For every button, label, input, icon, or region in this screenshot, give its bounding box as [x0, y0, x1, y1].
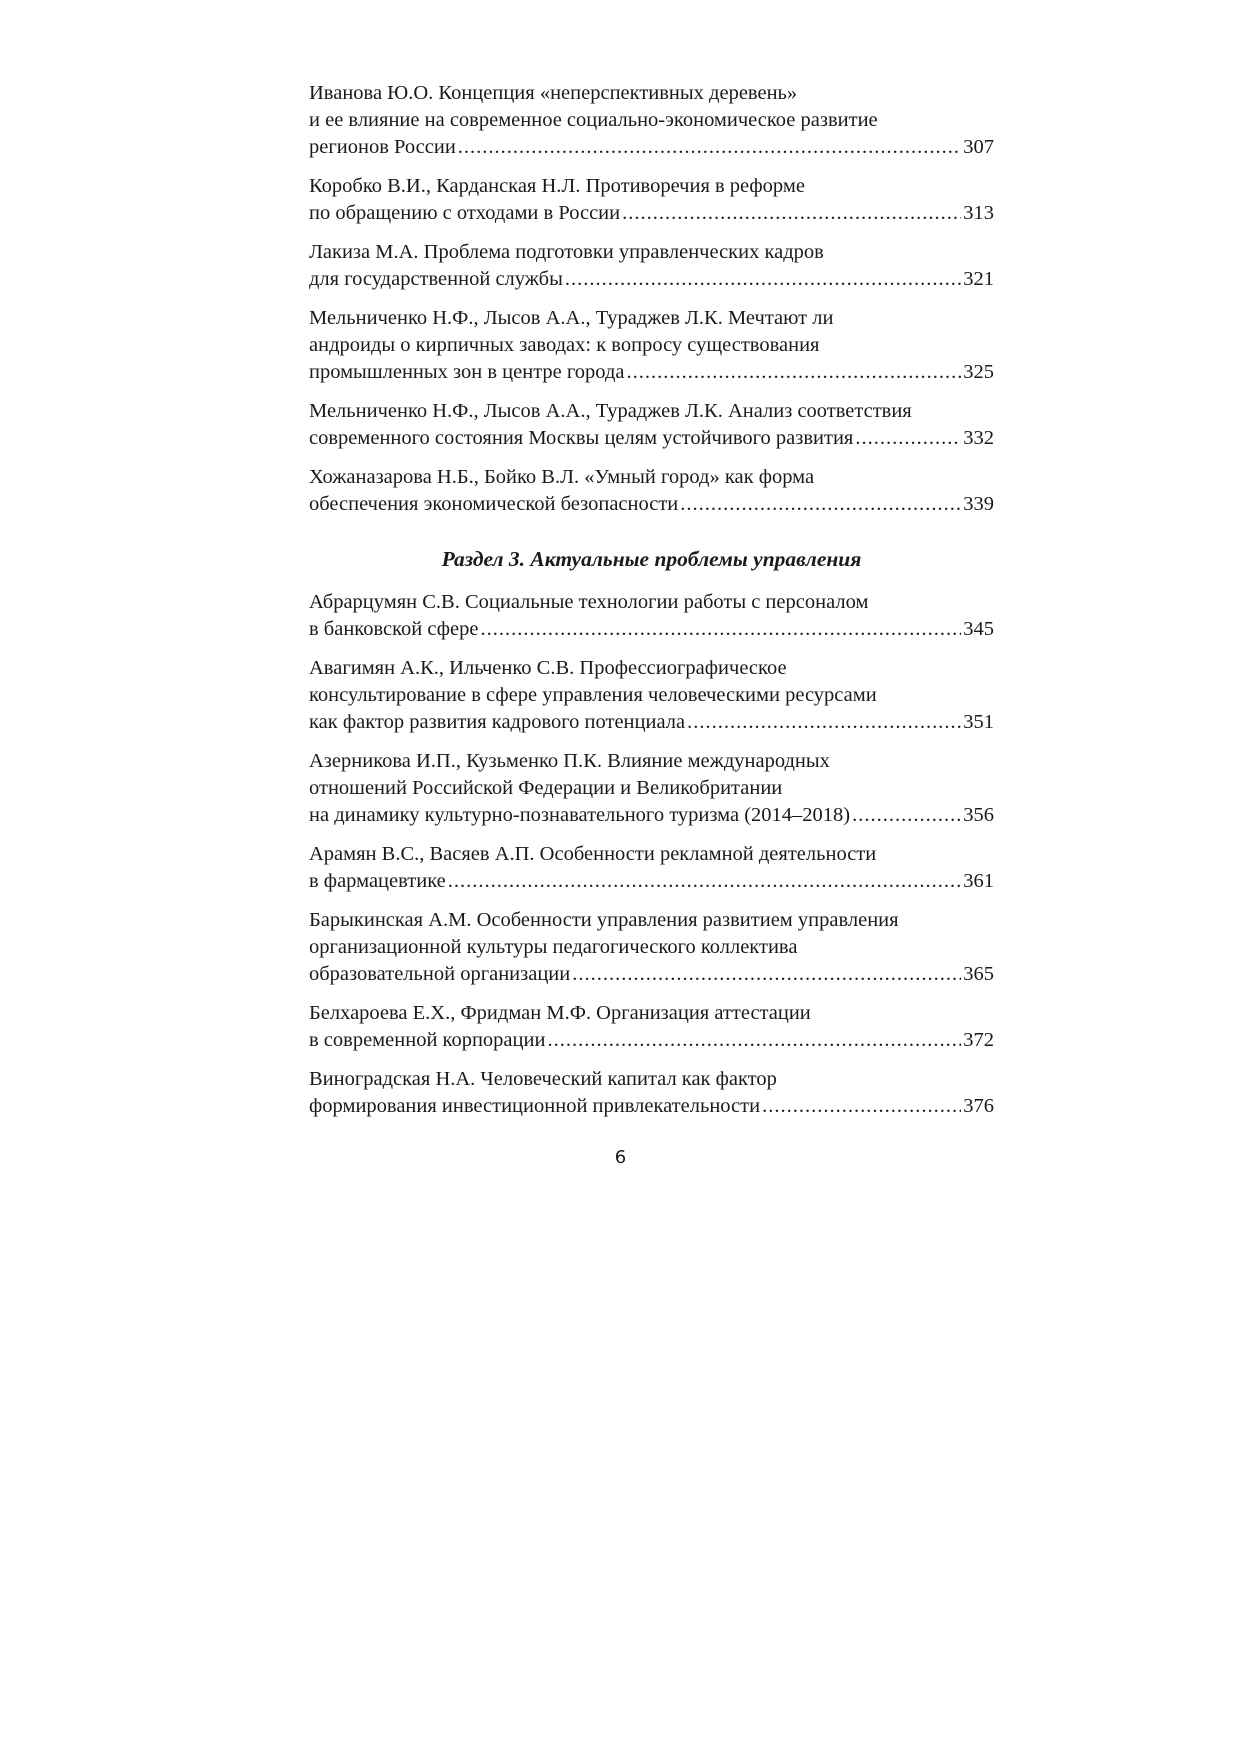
toc-entry-line: промышленных зон в центре города — [309, 361, 625, 383]
toc-entry-line: как фактор развития кадрового потенциала — [309, 711, 686, 733]
toc-entry-last-line — [309, 359, 994, 386]
toc-part-2 — [309, 589, 994, 1120]
toc-page-number: 339 — [963, 493, 994, 515]
toc-entry-last-line — [309, 961, 994, 988]
toc-page-number: 321 — [963, 268, 994, 290]
toc-entry-line: в фармацевтике — [309, 870, 446, 892]
toc-entry-line: современного состояния Москвы целям устойчивого развития — [309, 427, 854, 449]
toc-page-number: 313 — [963, 202, 994, 224]
toc-entry-line: Барыкинская А.М. Особенности управления развитием управления — [309, 909, 899, 931]
toc-page-number: 365 — [963, 963, 994, 985]
toc-entry-last-line — [309, 134, 994, 161]
toc-entry-line: регионов России — [309, 136, 456, 158]
toc-entry — [309, 173, 994, 227]
toc-entry — [309, 239, 994, 293]
dot-leader — [565, 266, 961, 293]
dot-leader — [572, 961, 961, 988]
dot-leader — [480, 616, 961, 643]
toc-entry — [309, 1066, 994, 1120]
toc-entry — [309, 305, 994, 386]
toc-entry-line: Виноградская Н.А. Человеческий капитал как фактор — [309, 1068, 777, 1090]
toc-page-number: 356 — [963, 804, 994, 826]
toc-entry-last-line — [309, 868, 994, 895]
toc-entry-line: обеспечения экономической безопасности — [309, 493, 679, 515]
toc-entry-line: Азерникова И.П., Кузьменко П.К. Влияние международных — [309, 750, 830, 772]
page-number: 6 — [614, 1147, 627, 1168]
toc-part-1 — [309, 80, 994, 518]
toc-entry-last-line — [309, 1093, 994, 1120]
dot-leader — [626, 359, 961, 386]
toc-entry-last-line — [309, 425, 994, 452]
toc-entry-line: образовательной организации — [309, 963, 571, 985]
toc-entry-line: Абрарцумян С.В. Социальные технологии работы с персоналом — [309, 591, 869, 613]
toc-entry-line: Коробко В.И., Карданская Н.Л. Противоречия в реформе — [309, 175, 805, 197]
toc-entry-last-line — [309, 266, 994, 293]
toc-entry — [309, 748, 994, 829]
dot-leader — [762, 1093, 961, 1120]
toc-entry-line: в современной корпорации — [309, 1029, 546, 1051]
toc-entry-line: Мельниченко Н.Ф., Лысов А.А., Тураджев Л.К. Анализ соответствия — [309, 400, 912, 422]
toc-page-number: 345 — [963, 618, 994, 640]
toc-page-number: 376 — [963, 1095, 994, 1117]
toc-entry-last-line — [309, 491, 994, 518]
toc-entry-line: организационной культуры педагогического коллектива — [309, 936, 798, 958]
toc-entry-line: Мельниченко Н.Ф., Лысов А.А., Тураджев Л.К. Мечтают ли — [309, 307, 834, 329]
dot-leader — [852, 802, 961, 829]
toc-entry-line: и ее влияние на современное социально-экономическое развитие — [309, 109, 878, 131]
toc-entry-line: Арамян В.С., Васяев А.П. Особенности рекламной деятельности — [309, 843, 877, 865]
dot-leader — [680, 491, 961, 518]
section-3-title: Раздел 3. Актуальные проблемы управления — [441, 547, 862, 571]
dot-leader — [687, 709, 961, 736]
toc-entry-line: Иванова Ю.О. Концепция «неперспективных деревень» — [309, 82, 798, 104]
toc-page-number: 372 — [963, 1029, 994, 1051]
toc-page-number: 325 — [963, 361, 994, 383]
dot-leader — [622, 200, 961, 227]
toc-entry — [309, 589, 994, 643]
toc-entry — [309, 1000, 994, 1054]
toc-entry-line: по обращению с отходами в России — [309, 202, 621, 224]
dot-leader — [448, 868, 961, 895]
toc-entry-last-line — [309, 616, 994, 643]
dot-leader — [547, 1027, 961, 1054]
toc-entry — [309, 907, 994, 988]
dot-leader — [458, 134, 961, 161]
toc-entry — [309, 841, 994, 895]
table-of-contents — [309, 80, 994, 1132]
toc-entry-last-line — [309, 1027, 994, 1054]
toc-entry-last-line — [309, 200, 994, 227]
toc-entry-line: на динамику культурно-познавательного туризма (2014–2018) — [309, 804, 851, 826]
toc-page-number: 332 — [963, 427, 994, 449]
toc-entry — [309, 464, 994, 518]
toc-entry-line: Лакиза М.А. Проблема подготовки управленческих кадров — [309, 241, 824, 263]
toc-entry — [309, 80, 994, 161]
toc-entry-line: формирования инвестиционной привлекательности — [309, 1095, 761, 1117]
toc-entry-line: отношений Российской Федерации и Великобритании — [309, 777, 783, 799]
toc-entry-line: Авагимян А.К., Ильченко С.В. Профессиографическое — [309, 657, 787, 679]
toc-entry-line: Хожаназарова Н.Б., Бойко В.Л. «Умный город» как форма — [309, 466, 815, 488]
toc-entry-last-line — [309, 802, 994, 829]
toc-entry-line: для государственной службы — [309, 268, 563, 290]
toc-page-number: 307 — [963, 136, 994, 158]
toc-entry-last-line — [309, 709, 994, 736]
toc-entry — [309, 398, 994, 452]
toc-entry-line: андроиды о кирпичных заводах: к вопросу существования — [309, 334, 820, 356]
toc-entry-line: консультирование в сфере управления человеческими ресурсами — [309, 684, 877, 706]
toc-page-number: 361 — [963, 870, 994, 892]
toc-page-number: 351 — [963, 711, 994, 733]
toc-entry-line: в банковской сфере — [309, 618, 479, 640]
dot-leader — [855, 425, 961, 452]
toc-entry-line: Белхароева Е.Х., Фридман М.Ф. Организация аттестации — [309, 1002, 811, 1024]
toc-entry — [309, 655, 994, 736]
